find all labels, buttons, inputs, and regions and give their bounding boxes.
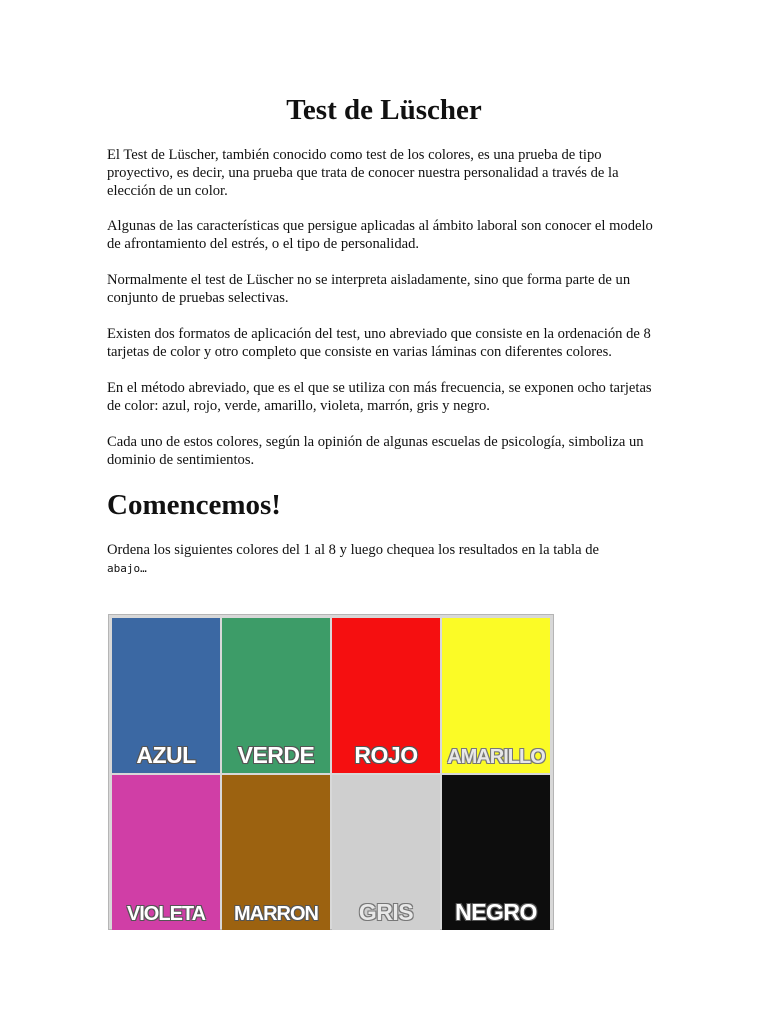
color-card-marron[interactable] — [222, 775, 330, 930]
color-card-label: VERDE — [237, 742, 315, 768]
color-card-label: VIOLETA — [126, 903, 206, 925]
paragraph-symbolism: Cada uno de estos colores, según la opinión de algunas escuelas de psicología, simboliza un dominio de sentimientos. — [107, 434, 644, 468]
color-card-label: GRIS — [358, 899, 414, 925]
color-card-label: NEGRO — [455, 899, 537, 925]
page-title: Test de Lüscher — [286, 94, 482, 126]
color-cards-grid — [108, 614, 554, 930]
paragraph-interpretation: Normalmente el test de Lüscher no se interpreta aisladamente, sino que forma parte de un conjunto de pruebas selectivas. — [107, 272, 631, 306]
color-card-amarillo[interactable] — [442, 618, 550, 773]
instruction-main: Ordena los siguientes colores del 1 al 8 y luego chequea los resultados en la tabla de — [107, 542, 599, 558]
color-card-negro[interactable] — [442, 775, 550, 930]
color-card-gris[interactable] — [332, 775, 440, 930]
paragraph-formats: Existen dos formatos de aplicación del test, uno abreviado que consiste en la ordenación de 8 tarjetas de color y otro completo que consiste en varias láminas con diferentes colores. — [107, 326, 651, 360]
color-card-label: AZUL — [136, 742, 196, 768]
color-card-label: MARRON — [234, 903, 318, 925]
instruction-text — [107, 541, 667, 578]
color-card-violeta[interactable] — [112, 775, 220, 930]
paragraph-intro: El Test de Lüscher, también conocido como test de los colores, es una prueba de tipo proyectivo, es decir, una prueba que trata de conocer nuestra personalidad a través de la elección de un color. — [107, 147, 619, 199]
paragraph-workplace: Algunas de las características que persigue aplicadas al ámbito laboral son conocer el modelo de afrontamiento del estrés, o el tipo de personalidad. — [107, 218, 653, 252]
color-card-label: ROJO — [354, 742, 418, 768]
paragraph-short-method: En el método abreviado, que es el que se utiliza con más frecuencia, se exponen ocho tarjetas de color: azul, rojo, verde, amarillo, violeta, marrón, gris y negro. — [107, 380, 652, 414]
color-card-verde[interactable] — [222, 618, 330, 773]
color-card-label: AMARILLO — [447, 746, 545, 768]
color-card-rojo[interactable] — [332, 618, 440, 773]
section-heading: Comencemos! — [107, 489, 281, 521]
instruction-tail: abajo… — [107, 562, 147, 575]
color-card-azul[interactable] — [112, 618, 220, 773]
